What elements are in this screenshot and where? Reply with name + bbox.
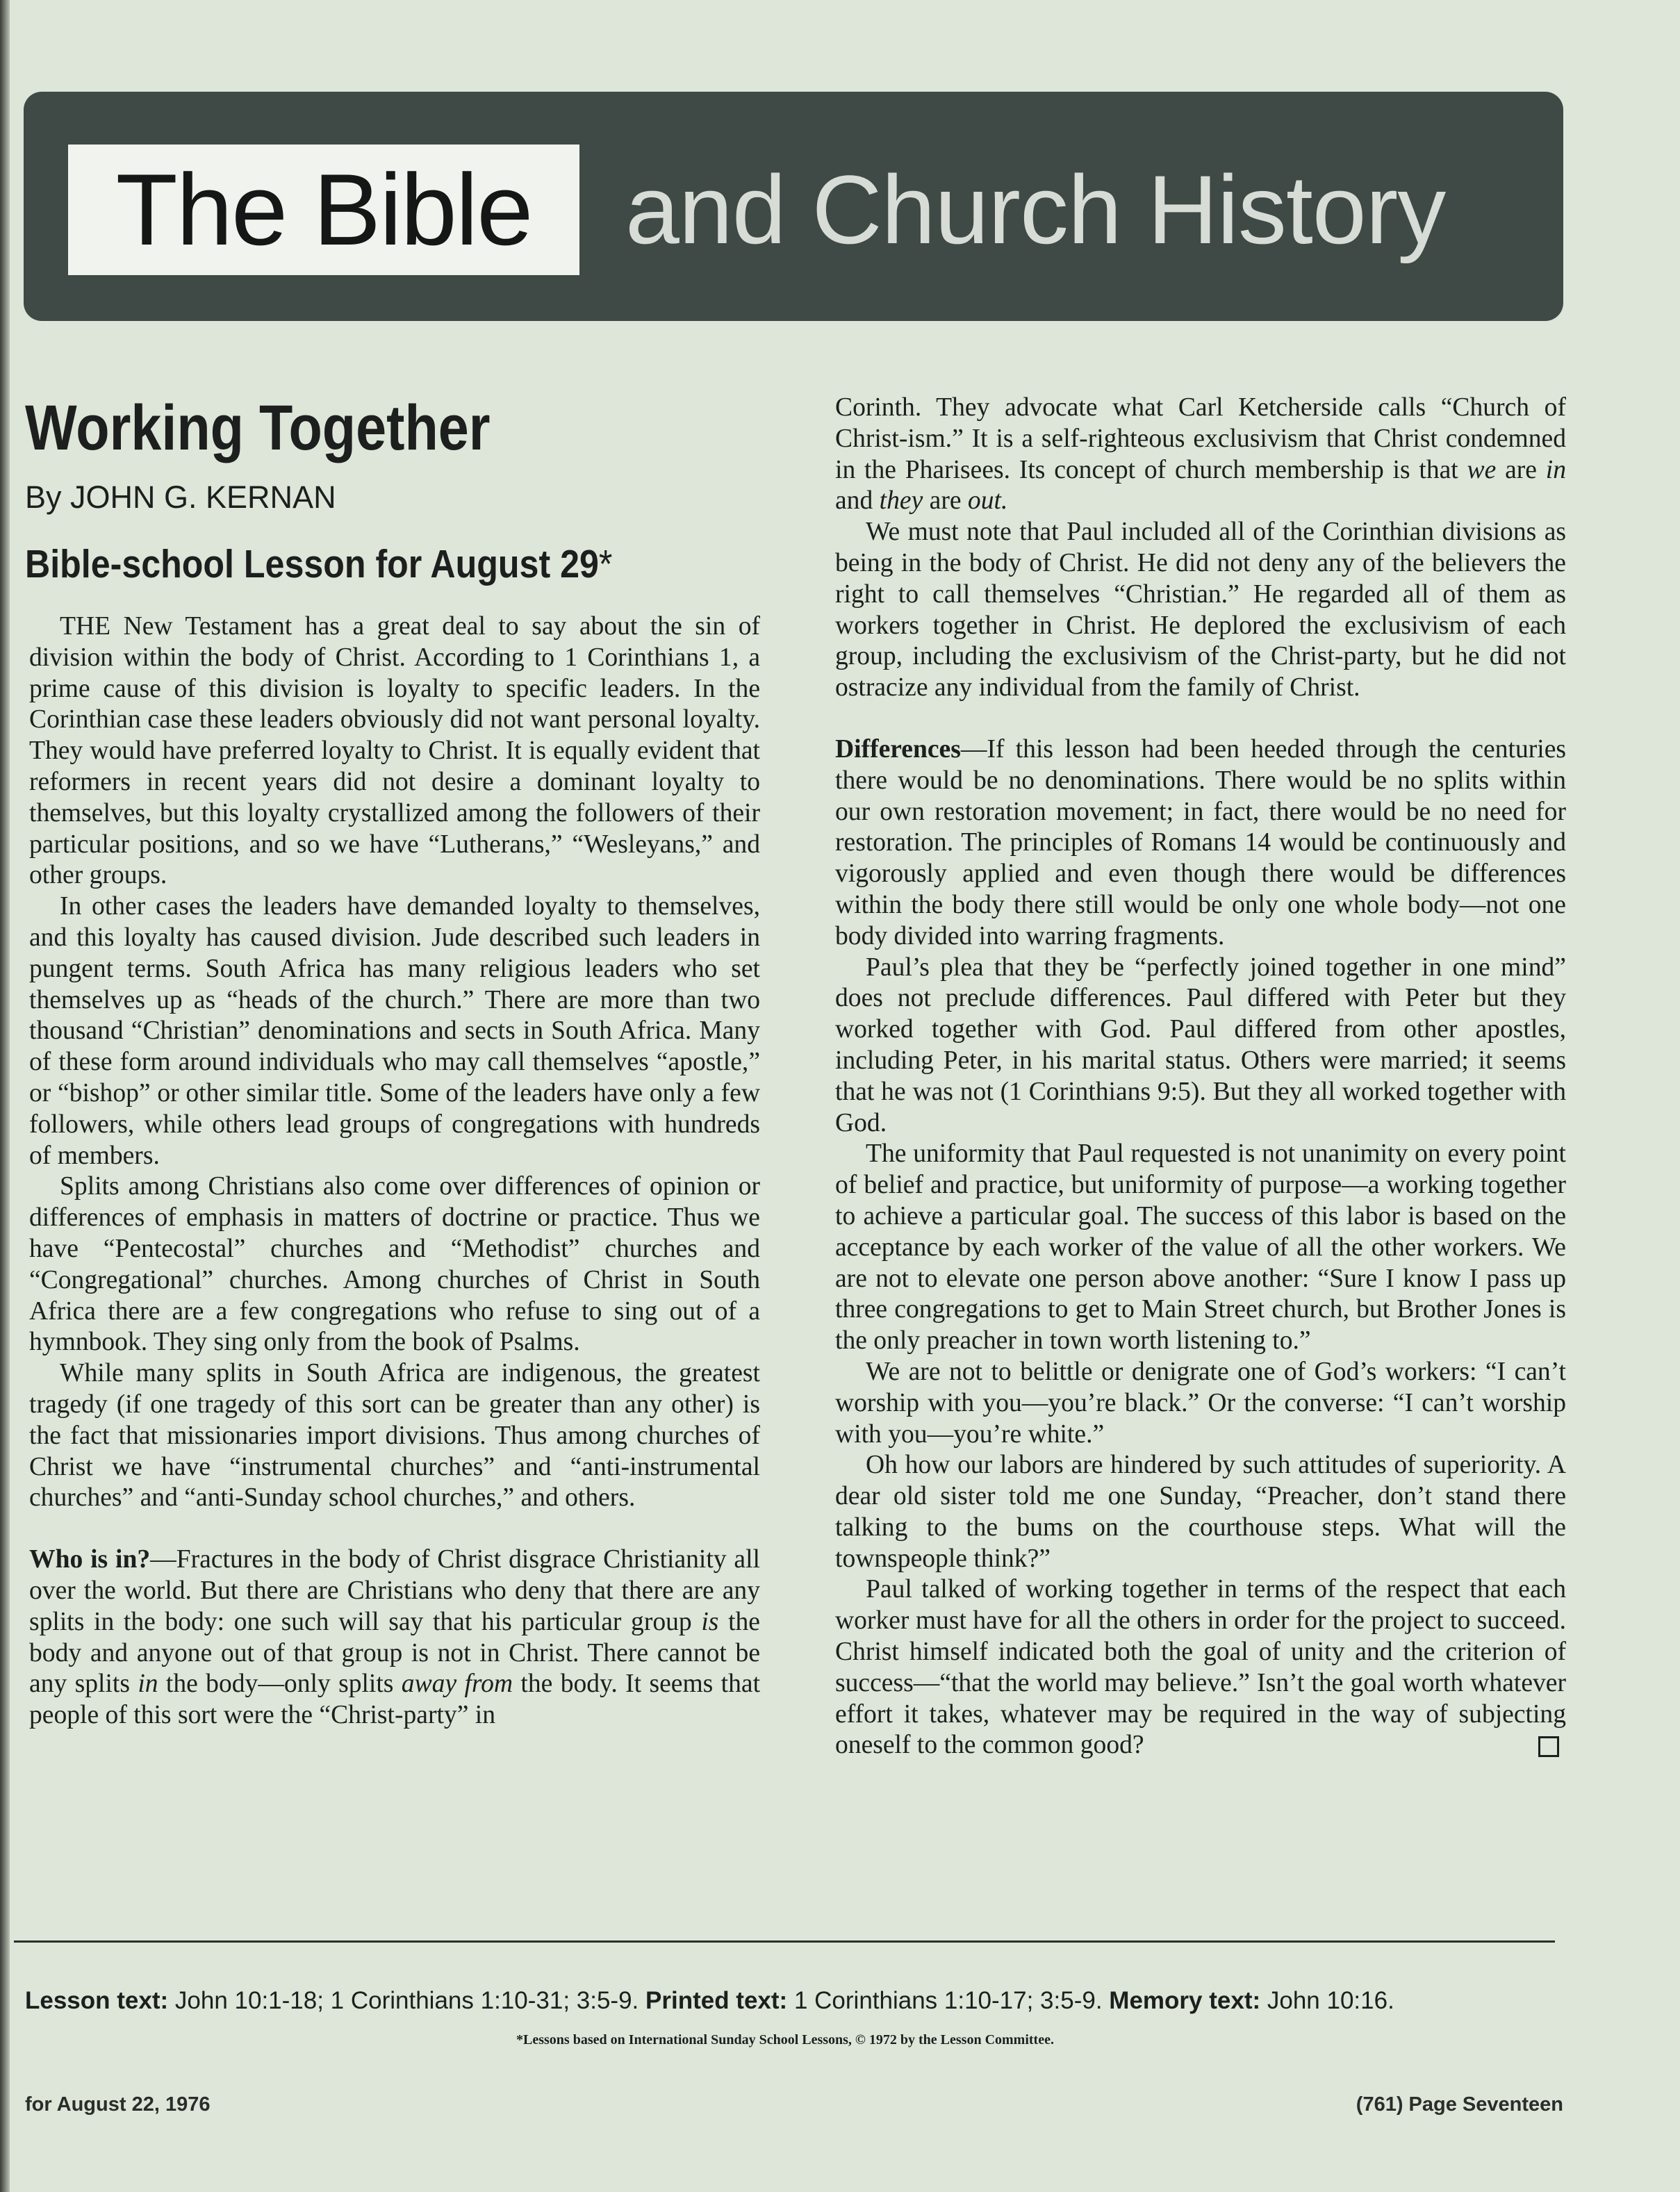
paragraph-continued: [835, 393, 1566, 517]
paragraph-differences: [835, 734, 1566, 953]
text-run: and: [835, 486, 880, 516]
paragraph: We are not to belittle or denigrate one of God’s workers: “I can’t worship with you—you’re black.” Or the converse: “I can’t worship with you—you’re white.”: [835, 1357, 1566, 1449]
paragraph: THE New Testament has a great deal to say about the sin of division within the body of Christ. According to 1 Corinthians 1, a prime cause of this division is loyalty to specific leaders. In the Corinthian case these leaders obviously did not want personal loyalty. They would have preferred loyalty to Christ. It is equally evident that reformers in recent years did not desire a dominant loyalty to themselves, but this loyalty crystallized among the followers of their particular positions, and so we have “Lutherans,” “Wesleyans,” and other groups.: [29, 612, 760, 890]
italic-run: in: [138, 1670, 158, 1699]
text-run: Paul talked of working together in terms of the respect that each worker must have for all the others in order for the project to succeed. Christ himself indicated both the goal of unity and the criterion of success—“that the world may believe.” Isn’t the goal worth whatever effort it takes, whatever may be required in the way of subjecting oneself to the common good?: [835, 1575, 1566, 1760]
lesson-text-label: Lesson text:: [25, 1987, 169, 2014]
memory-text-label: Memory text:: [1109, 1987, 1261, 2014]
paragraph: In other cases the leaders have demanded loyalty to themselves, and this loyalty has caused division. Jude described such leaders in pungent terms. South Africa has many religious leaders who set themselves up as “heads of the church.” There are more than two thousand “Christian” denominations and sects in South Africa. Many of these form around individuals who may call themselves “apostle,” or “bishop” or other similar title. Some of the leaders have only a few followers, while others lead groups of congregations with hundreds of members.: [29, 892, 760, 1170]
paragraph: Oh how our labors are hindered by such attitudes of superiority. A dear old sister told me one Sunday, “Preacher, don’t stand there talking to the bums on the courthouse steps. What will the townspeople think?”: [835, 1451, 1566, 1573]
lesson-heading: [25, 536, 698, 592]
italic-run: in: [1545, 455, 1566, 484]
text-run: the body—only splits: [158, 1670, 402, 1699]
footer-page-number: (761) Page Seventeen: [1356, 2093, 1563, 2116]
paragraph: Paul’s plea that they be “perfectly joined together in one mind” does not preclude differences. Paul differed with Peter but they worked together with God. Paul differed from other apostles, including Peter, in his marital status. Others were married; it seems that he was not (1 Corinthians 9:5). But they all worked together with God.: [835, 953, 1566, 1137]
paragraph: We must note that Paul included all of the Corinthian divisions as being in the body of Christ. He did not deny any of the believers the right to call themselves “Christian.” He regarded all of them as workers together in Christ. He deplored the exclusivism of each group, including the exclusivism of the Christ-party, but he did not ostracize any individual from the family of Christ.: [835, 518, 1566, 702]
horizontal-rule: [14, 1940, 1555, 1943]
paragraph-final: [835, 1574, 1566, 1761]
italic-run: away from: [401, 1670, 513, 1699]
text-run: Corinth. They advocate what Carl Ketcherside calls “Church of Christ-ism.” It is a self-righteous exclusivism that Christ condemned in the Pharisees. Its concept of church membership is that: [835, 393, 1566, 484]
lesson-references: [25, 1981, 1554, 2020]
paragraph: While many splits in South Africa are indigenous, the greatest tragedy (if one tragedy of this sort can be greater than any other) is the fact that missionaries import divisions. Thus among churches of Christ we have “instrumental churches” and “anti-instrumental churches” and “anti-Sunday school churches,” and others.: [29, 1359, 760, 1513]
text-run: —If this lesson had been heeded through the centuries there would be no denominations. There would be no splits within our own restoration movement; in fact, there would be no need for restoration. The principles of Romans 14 would be continuously and vigorously applied and even though there would be differences within the body there still would be only one whole body—not one body divided into warring fragments.: [835, 734, 1566, 950]
end-of-article-box-icon: [1538, 1736, 1559, 1757]
banner-subtitle: and Church History: [625, 155, 1446, 264]
paragraph-who-is-in: [29, 1544, 760, 1731]
text-run: the body and anyone out of that group is not in Christ. There cannot be any splits: [29, 1607, 760, 1699]
article-title: Working Together: [25, 393, 491, 463]
memory-text-value: John 10:16.: [1267, 1987, 1394, 2014]
lesson-heading-text: Bible-school Lesson for August 29: [25, 542, 599, 586]
italic-run: is: [701, 1607, 719, 1636]
lesson-text-value: John 10:1-18; 1 Corinthians 1:10-31; 3:5-9.: [174, 1987, 639, 2014]
printed-text-value: 1 Corinthians 1:10-17; 3:5-9.: [793, 1987, 1103, 2014]
text-run: are: [1496, 455, 1546, 484]
italic-run: we: [1467, 455, 1497, 484]
page-edge: [0, 0, 10, 2192]
footnote: *Lessons based on International Sunday School Lessons, © 1972 by the Lesson Committee.: [516, 2032, 1054, 2047]
footer-date: for August 22, 1976: [25, 2093, 211, 2116]
left-column: [29, 611, 760, 1731]
paragraph: The uniformity that Paul requested is not unanimity on every point of belief and practice, but uniformity of purpose—a working together to achieve a particular goal. The success of this labor is based on the acceptance by each worker of the value of all the other workers. We are not to elevate one person above another: “Sure I know I pass up three congregations to get to Main Street church, but Brother Jones is the only preacher in town worth listening to.”: [835, 1139, 1566, 1355]
italic-run: they: [879, 486, 923, 516]
printed-text-label: Printed text:: [645, 1987, 788, 2014]
article-byline: By JOHN G. KERNAN: [25, 479, 336, 515]
text-run: —Fractures in the body of Christ disgrace Christianity all over the world. But there are Christians who deny that there are any splits in the body: one such will say that his particular group: [29, 1545, 760, 1636]
right-column: [835, 393, 1566, 1761]
run-in-heading: Who is in?: [29, 1545, 151, 1574]
italic-run: out.: [967, 486, 1008, 516]
lesson-heading-mark: *: [598, 542, 613, 586]
text-run: the body. It seems that people of this sort were the “Christ-party” in: [29, 1670, 761, 1730]
text-run: are: [923, 486, 968, 516]
paragraph: Splits among Christians also come over differences of opinion or differences of emphasis in matters of doctrine or practice. Thus we have “Pentecostal” churches and “Methodist” churches and “Congregational” churches. Among churches of Christ in South Africa there are a few congregations who refuse to sing out of a hymnbook. They sing only from the book of Psalms.: [29, 1172, 760, 1357]
run-in-heading: Differences: [835, 734, 961, 764]
banner-title: The Bible: [115, 153, 532, 266]
